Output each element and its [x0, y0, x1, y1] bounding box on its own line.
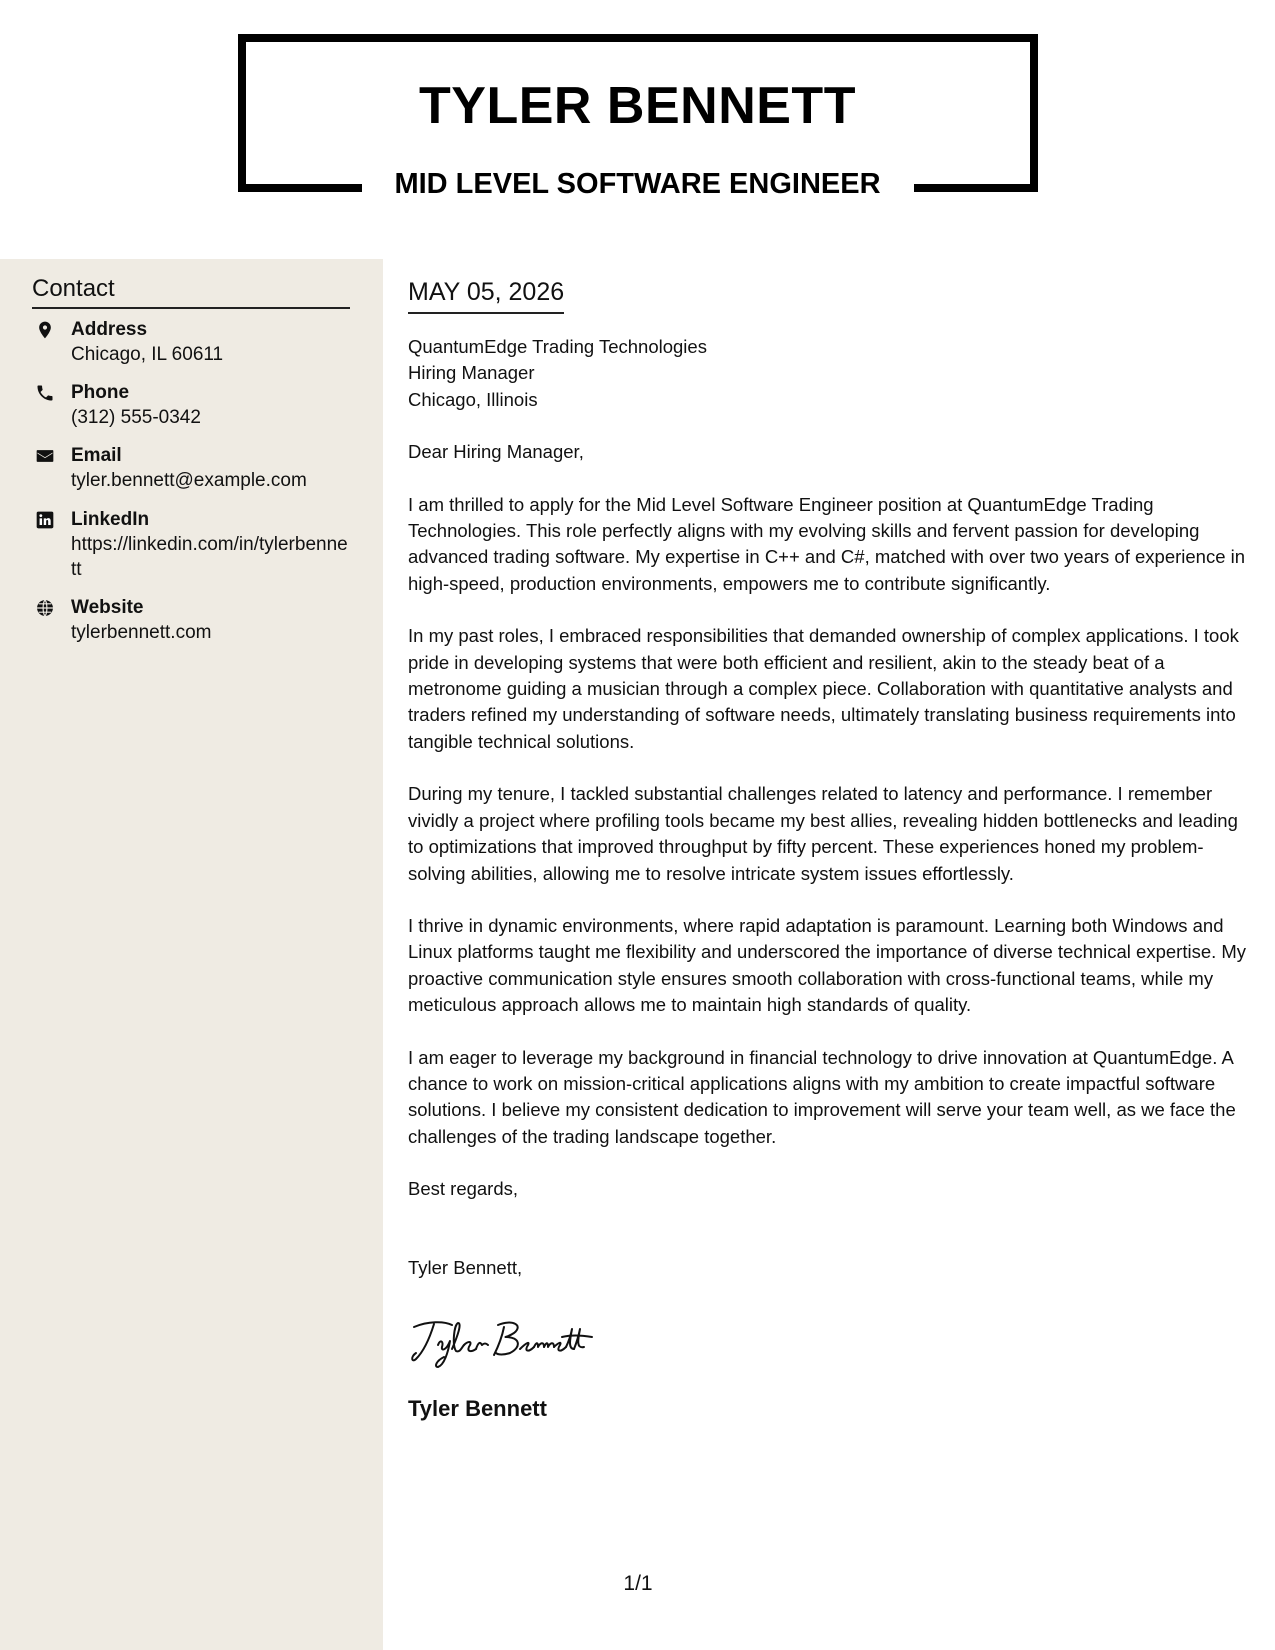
phone-label: Phone: [71, 382, 130, 403]
envelope-icon: [35, 446, 55, 466]
phone-value: (312) 555-0342: [71, 407, 201, 428]
letter-date: MAY 05, 2026: [408, 276, 564, 314]
paragraph-3: During my tenure, I tackled substantial challenges related to latency and performance. I remember vividly a project where profiling tools became my best allies, revealing hidden bottlenecks and leading to optimizations that improved throughput by fifty percent. These experiences honed my problem-solving abilities, allowing me to resolve intricate system issues effortlessly.: [408, 783, 1238, 884]
salutation: Dear Hiring Manager,: [408, 441, 584, 463]
map-pin-icon: [35, 320, 55, 340]
paragraph-5: I am eager to leverage my background in financial technology to drive innovation at QuantumEdge. A chance to work on mission-critical applications aligns with my ambition to create impactful software solutions. I believe my consistent dedication to improvement will serve your team well, as we face the challenges of the trading landscape together.: [408, 1046, 1236, 1147]
website-value[interactable]: tylerbennett.com: [71, 622, 212, 643]
applicant-name: TYLER BENNETT: [419, 77, 856, 135]
recipient-company: QuantumEdge Trading Technologies: [408, 336, 707, 357]
paragraph-2: In my past roles, I embraced responsibilities that demanded ownership of complex applications. I took pride in developing systems that were both efficient and resilient, akin to the steady beat of a metronome guiding a musician through a complex piece. Collaboration with quantitative analysts and traders refined my understanding of software needs, ultimately translating business requirements into tangible technical solutions.: [408, 625, 1239, 752]
email-value[interactable]: tyler.bennett@example.com: [71, 470, 307, 491]
recipient-location: Chicago, Illinois: [408, 388, 538, 410]
page-number: 1/1: [623, 1572, 653, 1595]
address-label: Address: [71, 319, 148, 340]
handwritten-signature: [408, 1315, 628, 1369]
frame-top-border: [238, 34, 1038, 42]
linkedin-label: LinkedIn: [71, 509, 150, 530]
cover-letter-body: [408, 276, 1248, 1423]
email-label: Email: [71, 445, 122, 466]
job-title: MID LEVEL SOFTWARE ENGINEER: [394, 168, 881, 200]
recipient-block: [408, 334, 1248, 413]
linkedin-value[interactable]: https://linkedin.com/in/tylerbennett: [71, 534, 348, 580]
globe-icon: [35, 598, 55, 618]
paragraph-1: I am thrilled to apply for the Mid Level Software Engineer position at QuantumEdge Trading Technologies. This role perfectly aligns with my evolving skills and fervent passion for developing advanced trading software. My expertise in C++ and C#, matched with over two years of experience in high-speed, production environments, empowers me to contribute significantly.: [408, 493, 1246, 594]
recipient-title: Hiring Manager: [408, 362, 535, 384]
contact-heading: Contact: [32, 274, 350, 309]
signoff-name: Tyler Bennett,: [408, 1256, 523, 1278]
contact-sidebar: [0, 259, 383, 1650]
phone-icon: [35, 383, 55, 403]
paragraph-4: I thrive in dynamic environments, where rapid adaptation is paramount. Learning both Windows and Linux platforms taught me flexibility and underscored the importance of diverse technical expertise. My proactive communication style ensures smooth collaboration with cross-functional teams, while my meticulous approach allows me to maintain high standards of quality.: [408, 914, 1247, 1016]
address-value: Chicago, IL 60611: [71, 344, 224, 365]
closing: Best regards,: [408, 1178, 519, 1200]
printed-name: Tyler Bennett: [408, 1395, 547, 1421]
linkedin-icon: [35, 510, 55, 530]
website-label: Website: [71, 597, 144, 618]
